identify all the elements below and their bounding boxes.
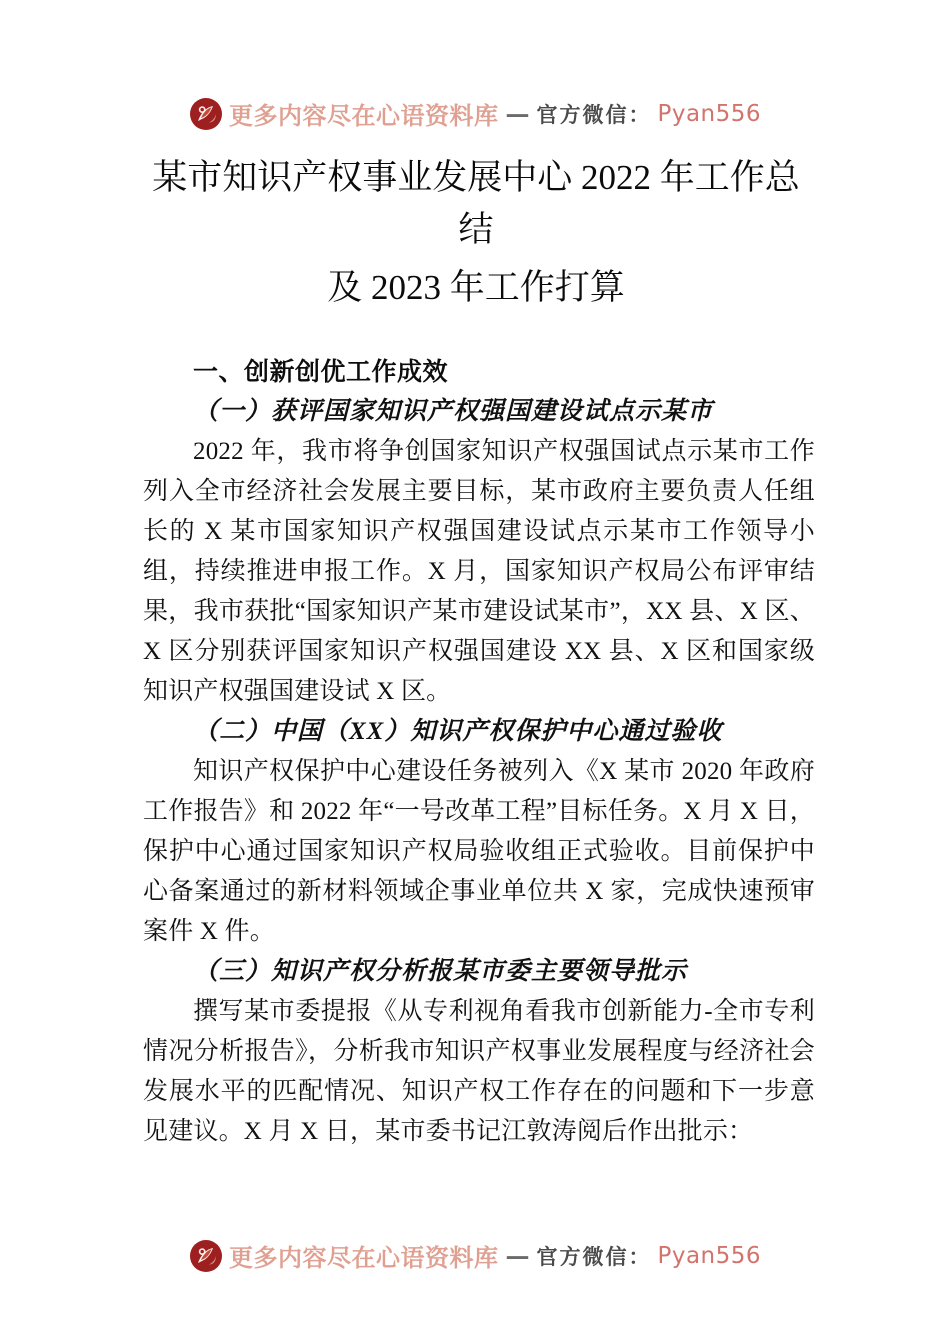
subsection-heading-1-3: （三）知识产权分析报某市委主要领导批示 bbox=[193, 958, 688, 985]
watermark-main-text: 更多内容尽在心语资料库 bbox=[228, 1243, 499, 1272]
subsection-heading-1-2: （二）中国（XX）知识产权保护中心通过验收 bbox=[193, 718, 723, 745]
watermark-dash: — bbox=[505, 1241, 530, 1270]
watermark-banner-bottom bbox=[0, 1238, 950, 1273]
watermark-wechat-label: 官方微信： bbox=[536, 101, 652, 127]
watermark-wechat-label: 官方微信： bbox=[536, 1243, 652, 1269]
document-body bbox=[143, 352, 815, 1152]
document-title-line-1: 某市知识产权事业发展中心 2022 年工作总结 bbox=[152, 158, 800, 249]
watermark-wechat-id: Pyan556 bbox=[657, 100, 762, 127]
subsection-heading-1-1: （一）获评国家知识产权强国建设试点示某市 bbox=[193, 398, 714, 425]
circular-seal-logo-icon bbox=[189, 97, 223, 131]
paragraph-1-1: 2022 年，我市将争创国家知识产权强国试点示某市工作列入全市经济社会发展主要目标，某市政府主要负责人任组长的 X 某市国家知识产权强国建设试点示某市工作领导小组，持续推进申报工作。X 月，国家知识产权局公布评审结果，我市获批“国家知识产某市建设试某市”，XX 县、X 区、X 区分别获评国家知识产权强国建设 XX 县、X 区和国家级知识产权强国建设试 X 区。 bbox=[143, 438, 815, 705]
watermark-wechat-id: Pyan556 bbox=[657, 1242, 762, 1269]
section-heading-1: 一、创新创优工作成效 bbox=[193, 357, 449, 386]
watermark-banner-top bbox=[0, 96, 950, 131]
paragraph-1-3: 撰写某市委提报《从专利视角看我市创新能力-全市专利情况分析报告》，分析我市知识产权事业发展程度与经济社会发展水平的匹配情况、知识产权工作存在的问题和下一步意见建议。X 月 X 日，某市委书记江敦涛阅后作出批示： bbox=[143, 998, 815, 1145]
circular-seal-logo-icon bbox=[189, 1239, 223, 1273]
watermark-dash: — bbox=[505, 99, 530, 128]
paragraph-1-2: 知识产权保护中心建设任务被列入《X 某市 2020 年政府工作报告》和 2022 年“一号改革工程”目标任务。X 月 X 日，保护中心通过国家知识产权局验收组正式验收。目前保护中心备案通过的新材料领域企事业单位共 X 家，完成快速预审案件 X 件。 bbox=[143, 758, 815, 945]
watermark-main-text: 更多内容尽在心语资料库 bbox=[228, 101, 499, 130]
document-title-line-2: 及 2023 年工作打算 bbox=[327, 268, 625, 307]
